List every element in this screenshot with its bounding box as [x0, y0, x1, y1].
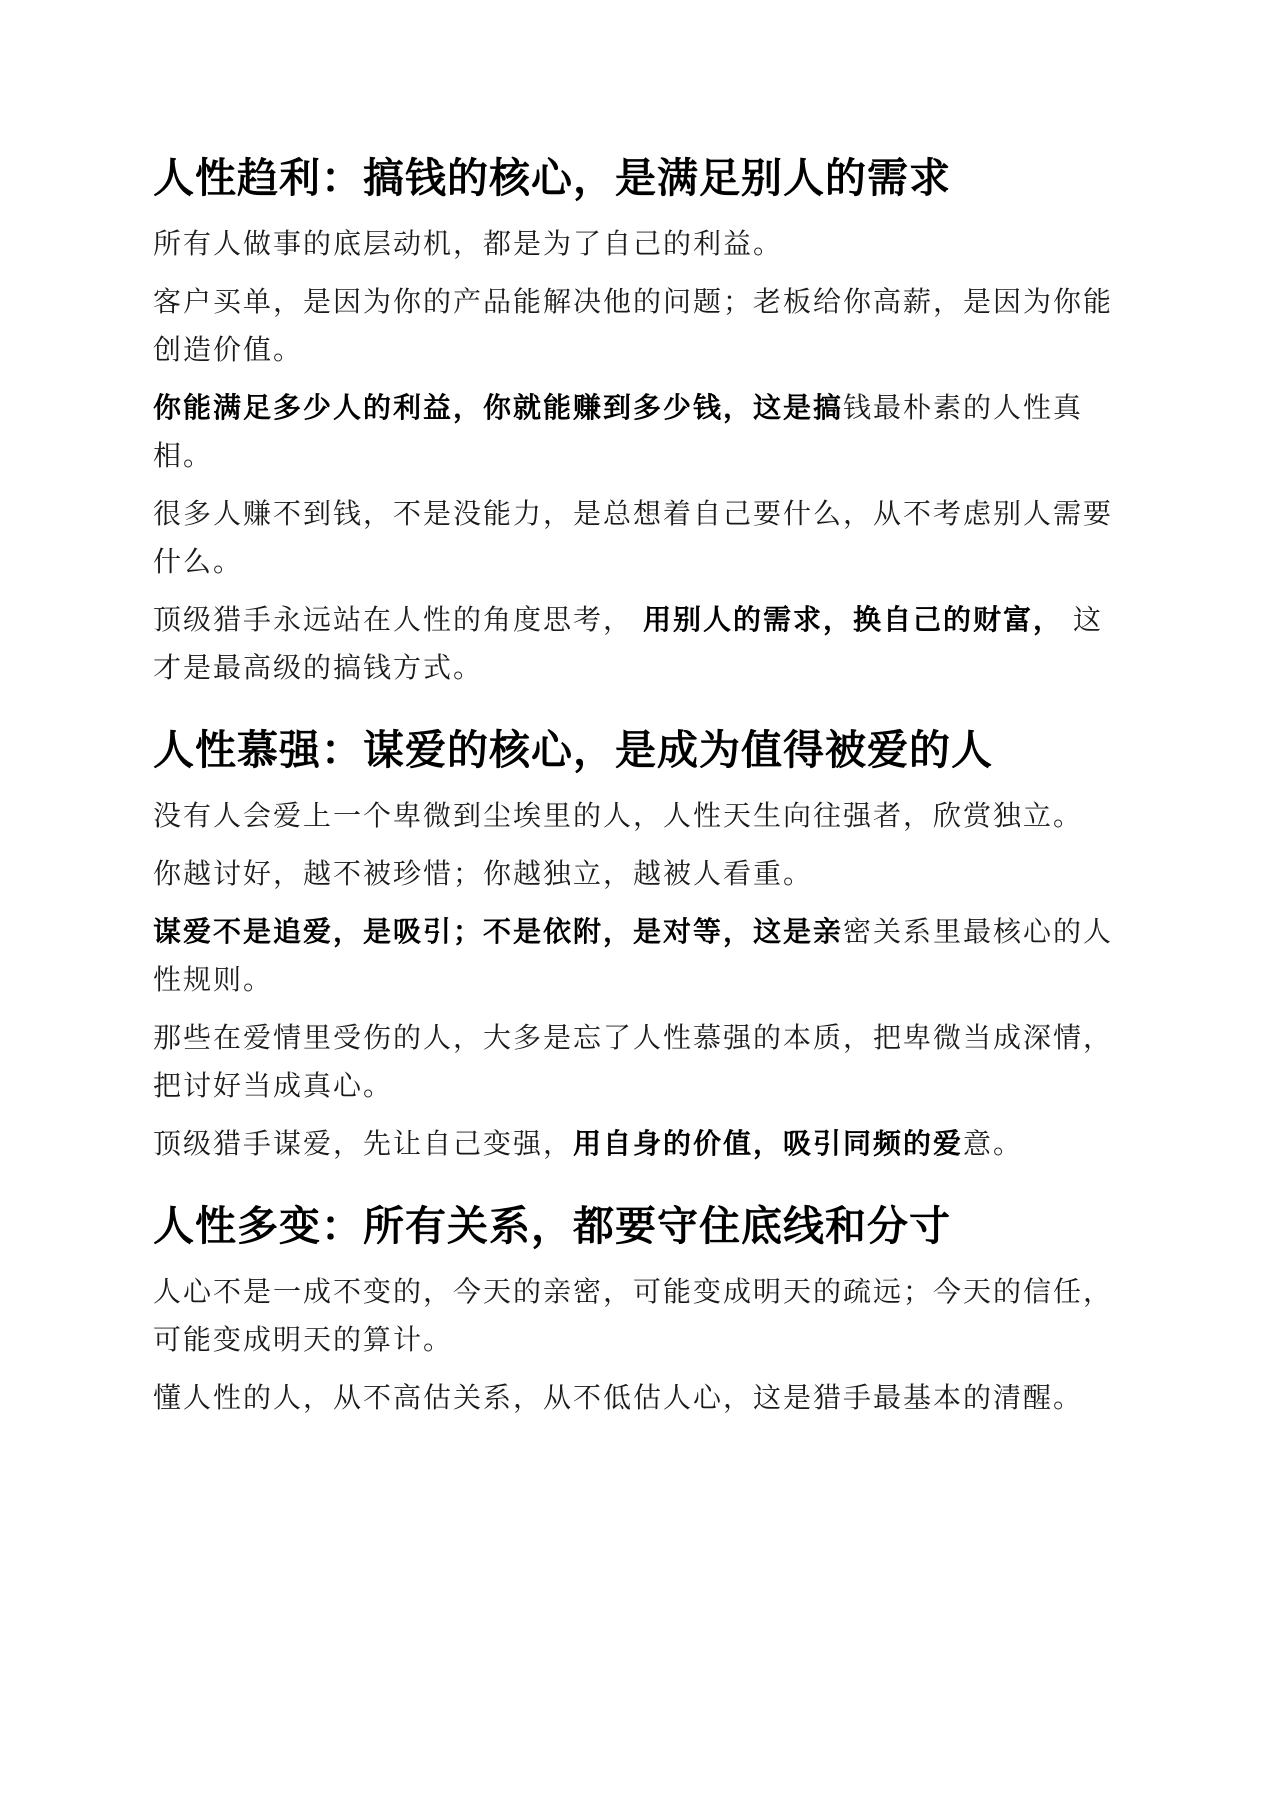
paragraph-text: 顶级猎手谋爱，先让自己变强，: [153, 1127, 574, 1160]
paragraph: [153, 850, 1128, 898]
paragraph-text: 那些在爱情里受伤的人，大多是忘了人性慕强的本质，把卑微当成深情，把讨好当成真心。: [153, 1021, 1114, 1102]
section-change: [153, 1198, 1128, 1422]
paragraph: [153, 384, 1128, 480]
paragraph: [153, 596, 1128, 692]
section-title: 人性趋利：搞钱的核心，是满足别人的需求: [153, 154, 951, 202]
paragraph: [153, 792, 1128, 840]
section-title: 人性多变：所有关系，都要守住底线和分寸: [153, 1202, 951, 1250]
bold-text: 谋爱不是追爱，是吸引；不是依附，是对等，这是亲: [153, 915, 844, 948]
paragraph-text: 没有人会爱上一个卑微到尘埃里的人，人性天生向往强者，欣赏独立。: [153, 799, 1084, 832]
paragraph-text: 所有人做事的底层动机，都是为了自己的利益。: [153, 227, 784, 260]
paragraph-text: 客户买单，是因为你的产品能解决他的问题；老板给你高薪，是因为你能创造价值。: [153, 285, 1114, 366]
section-love: [153, 722, 1128, 1168]
paragraph: [153, 908, 1128, 1004]
paragraph: [153, 278, 1128, 374]
paragraph: [153, 220, 1128, 268]
document-page: [153, 150, 1128, 1422]
paragraph: [153, 1014, 1128, 1110]
paragraph: [153, 1268, 1128, 1364]
paragraph-text: 这才是最高级的搞钱方式。: [153, 603, 1104, 684]
bold-text: 用别人的需求，换自己的财富，: [643, 603, 1064, 636]
paragraph-text: 意。: [963, 1127, 1024, 1160]
bold-text: 你能满足多少人的利益，你就能赚到多少钱，这是搞: [153, 391, 844, 424]
paragraph-text: 懂人性的人，从不高估关系，从不低估人心，这是猎手最基本的清醒。: [153, 1381, 1084, 1414]
paragraph: [153, 490, 1128, 586]
section-title: 人性慕强：谋爱的核心，是成为值得被爱的人: [153, 726, 993, 774]
paragraph-text: 人心不是一成不变的，今天的亲密，可能变成明天的疏远；今天的信任，可能变成明天的算计。: [153, 1275, 1114, 1356]
paragraph-text: 顶级猎手永远站在人性的角度思考，: [153, 603, 634, 636]
paragraph-text: 密关系里最核心的人性规则。: [153, 915, 1114, 996]
paragraph: [153, 1374, 1128, 1422]
paragraph-text: 钱最朴素的人性真相。: [153, 391, 1084, 472]
bold-text: 用自身的价值，吸引同频的爱: [573, 1127, 964, 1160]
section-profit: [153, 150, 1128, 692]
paragraph: [153, 1120, 1128, 1168]
paragraph-text: 你越讨好，越不被珍惜；你越独立，越被人看重。: [153, 857, 814, 890]
paragraph-text: 很多人赚不到钱，不是没能力，是总想着自己要什么，从不考虑别人需要什么。: [153, 497, 1114, 578]
